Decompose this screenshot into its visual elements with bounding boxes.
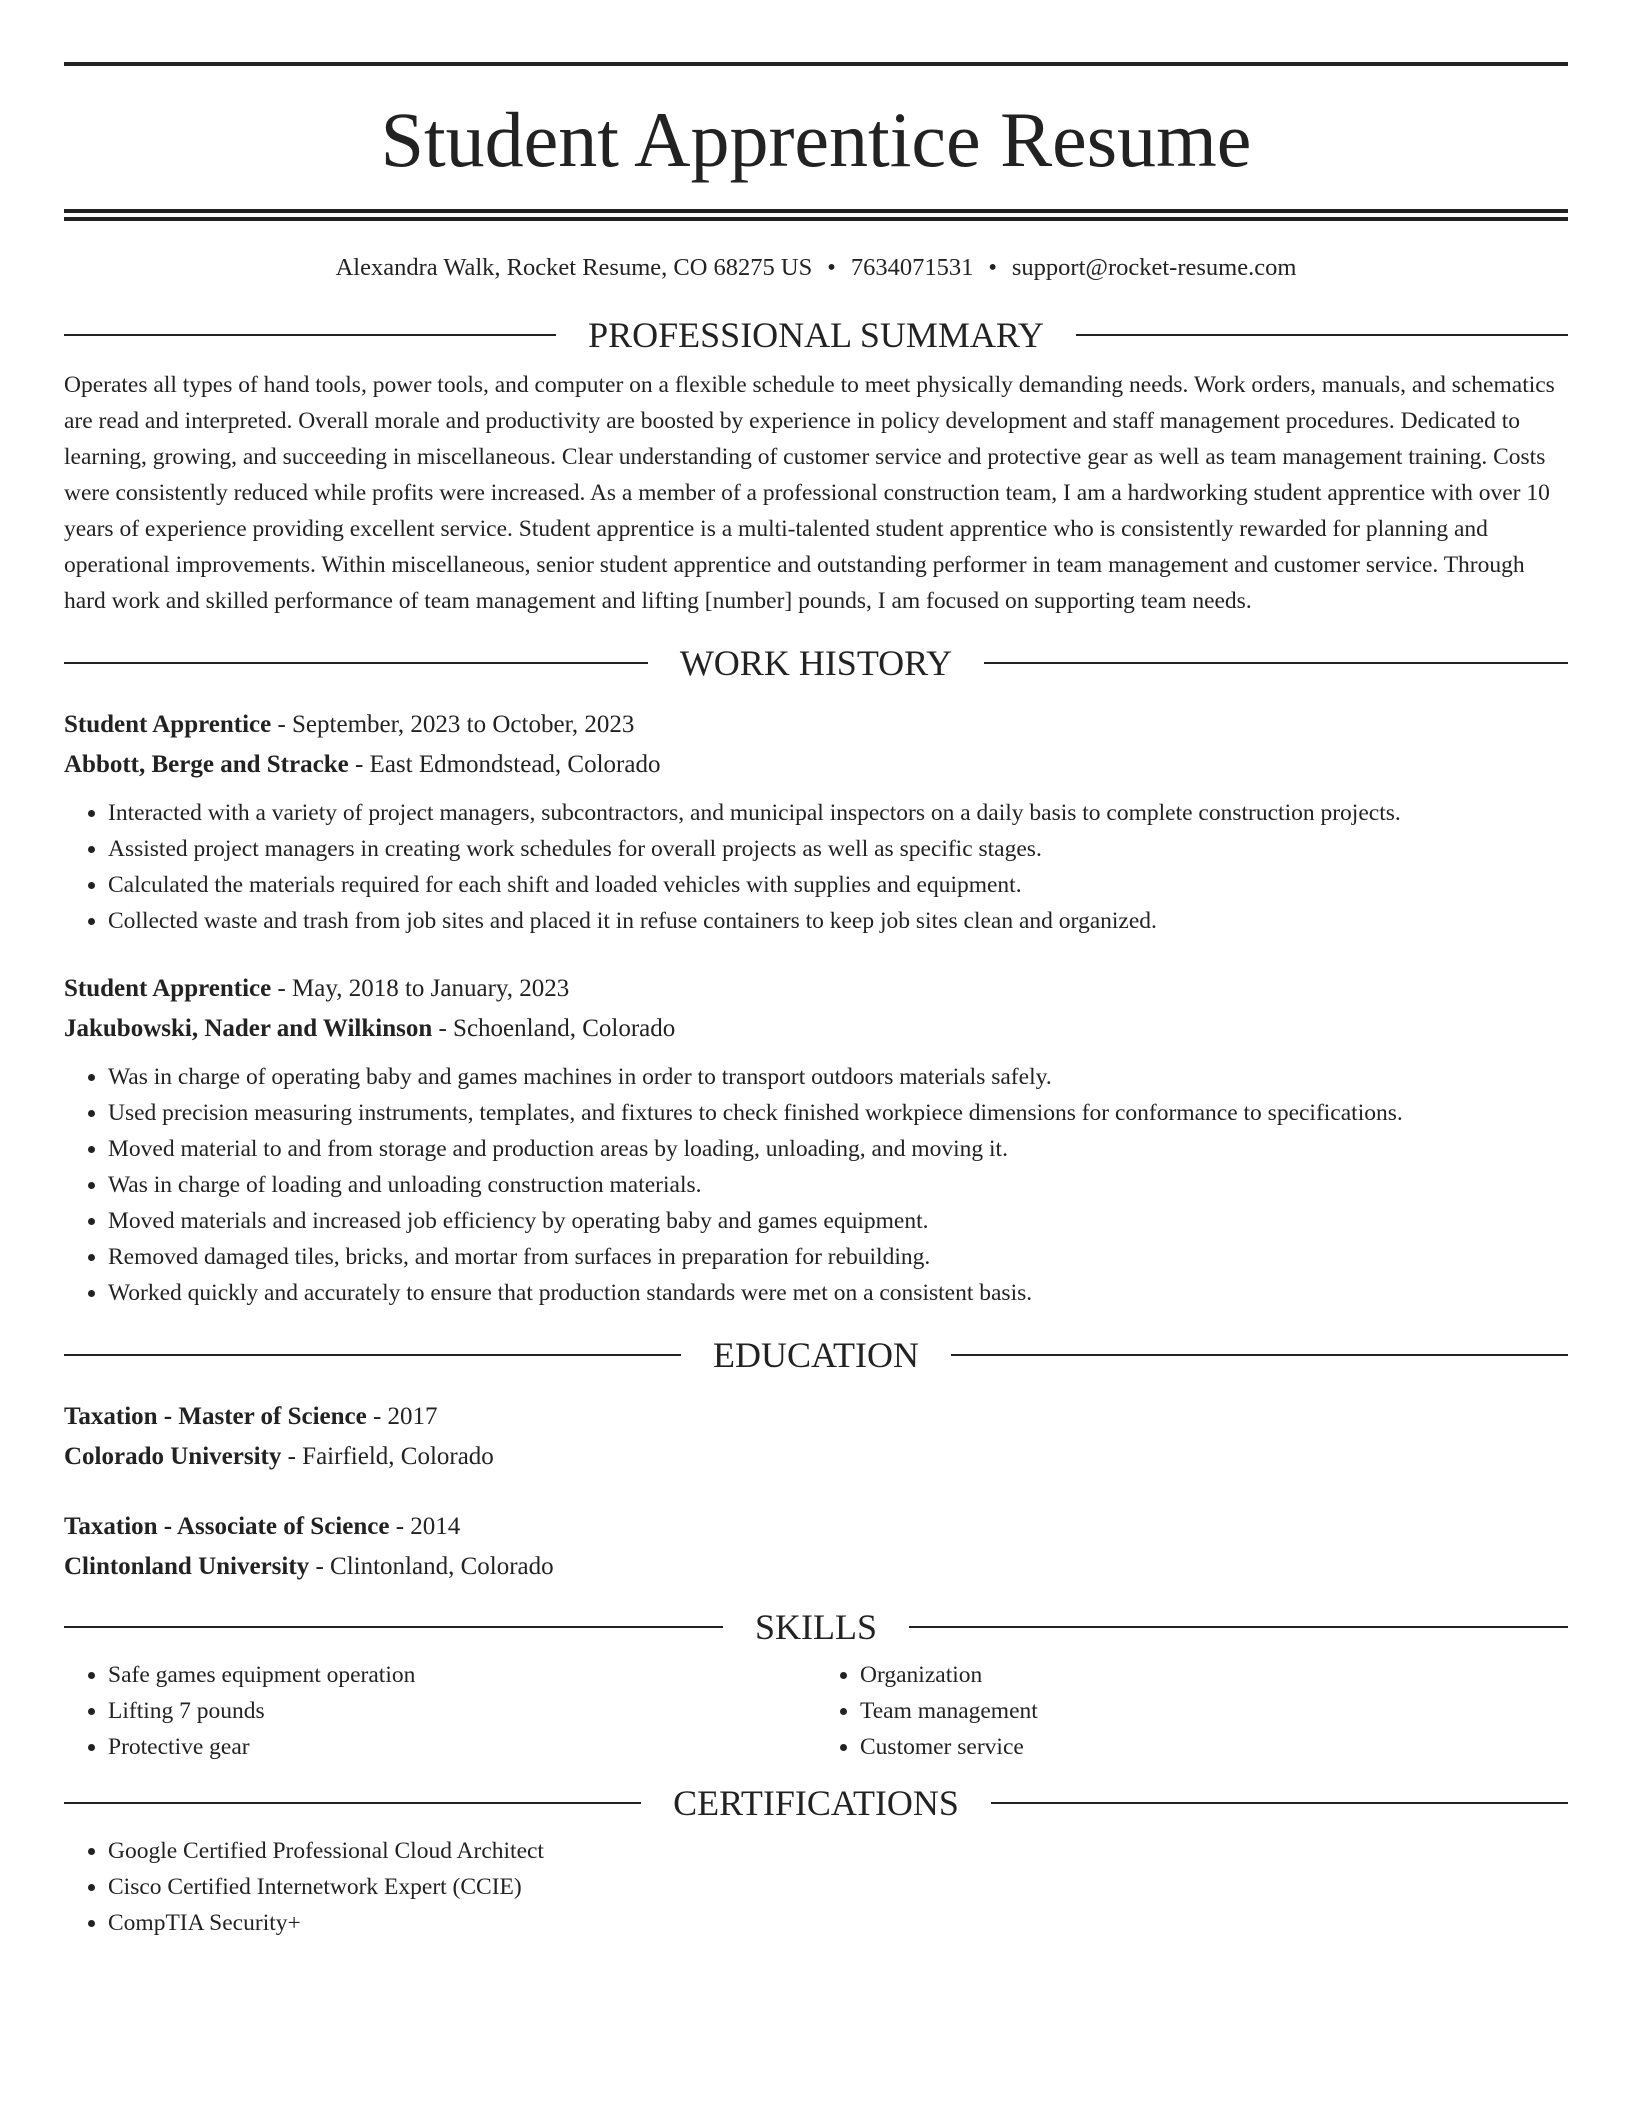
page-title: Student Apprentice Resume bbox=[380, 96, 1252, 183]
job-location: - Schoenland, Colorado bbox=[432, 1015, 676, 1043]
education-year: - 2014 bbox=[389, 1513, 461, 1541]
job-company-line bbox=[64, 1009, 1568, 1049]
heading-rule-left bbox=[64, 334, 556, 336]
job-title-line bbox=[64, 969, 1568, 1009]
education-degree: Taxation - Master of Science bbox=[64, 1403, 367, 1431]
certifications-list bbox=[64, 1833, 1568, 1941]
education-entry bbox=[64, 1507, 1568, 1587]
education-school: Clintonland University bbox=[64, 1553, 310, 1581]
skill-item: • Lifting 7 pounds bbox=[108, 1693, 816, 1729]
job-entry bbox=[64, 969, 1568, 1311]
summary-text: Operates all types of hand tools, power tools, and computer on a flexible schedule to meet physically demanding needs. Work orders, manuals, and schematics are read and interpreted. Overall morale and productivity are boosted by experience in policy development and staff management procedures. Dedicated to learning, growing, and succeeding in miscellaneous. Clear understanding of customer service and protective gear as well as team management training. Costs were consistently reduced while profits were increased. As a member of a professional construction team, I am a hardworking student apprentice with over 10 years of experience providing excellent service. Student apprentice is a multi-talented student apprentice who is consistently rewarded for planning and operational improvements. Within miscellaneous, senior student apprentice and outstanding performer in team management and customer service. Through hard work and skilled performance of team management and lifting [number] pounds, I am focused on supporting team needs. bbox=[64, 372, 1555, 615]
skill-item: • Customer service bbox=[860, 1729, 1568, 1765]
education-entry bbox=[64, 1397, 1568, 1477]
education-degree: Taxation - Associate of Science bbox=[64, 1513, 390, 1541]
skills-heading-label: SKILLS bbox=[755, 1607, 878, 1648]
job-bullet: • Moved materials and increased job efficiency by operating baby and games equipment. bbox=[108, 1203, 1568, 1239]
work-heading-label: WORK HISTORY bbox=[679, 643, 953, 684]
summary-heading bbox=[64, 315, 1568, 356]
job-bullet: • Collected waste and trash from job sites and placed it in refuse containers to keep job sites clean and organized. bbox=[108, 903, 1568, 939]
education-heading bbox=[64, 1335, 1568, 1376]
education-location: - Fairfield, Colorado bbox=[281, 1443, 494, 1471]
certification-item: • Cisco Certified Internetwork Expert (CCIE) bbox=[108, 1869, 1568, 1905]
job-bullet: • Calculated the materials required for each shift and loaded vehicles with supplies and equipment. bbox=[108, 867, 1568, 903]
skills-list-right bbox=[816, 1657, 1568, 1765]
job-bullet: • Moved material to and from storage and production areas by loading, unloading, and moving it. bbox=[108, 1131, 1568, 1167]
skill-item: • Organization bbox=[860, 1657, 1568, 1693]
title-double-rule bbox=[64, 209, 1568, 221]
heading-rule-right bbox=[909, 1626, 1568, 1628]
heading-rule-right bbox=[991, 1802, 1568, 1804]
skill-item: • Protective gear bbox=[108, 1729, 816, 1765]
contact-line bbox=[64, 251, 1568, 285]
skills-list-left bbox=[64, 1657, 816, 1765]
contact-address: Alexandra Walk, Rocket Resume, CO 68275 US bbox=[335, 254, 813, 281]
job-entry bbox=[64, 705, 1568, 939]
top-rule bbox=[64, 62, 1568, 66]
education-heading-label: EDUCATION bbox=[713, 1335, 919, 1376]
job-company: Abbott, Berge and Stracke bbox=[64, 751, 349, 779]
education-school-line bbox=[64, 1547, 1568, 1587]
job-title-line bbox=[64, 705, 1568, 745]
skill-item: • Safe games equipment operation bbox=[108, 1657, 816, 1693]
job-bullet: • Was in charge of operating baby and games machines in order to transport outdoors materials safely. bbox=[108, 1059, 1568, 1095]
heading-rule-right bbox=[951, 1354, 1568, 1356]
job-title: Student Apprentice bbox=[64, 975, 272, 1003]
heading-rule-left bbox=[64, 1626, 723, 1628]
heading-rule-left bbox=[64, 1354, 681, 1356]
contact-separator: • bbox=[827, 254, 836, 281]
contact-email: support@rocket-resume.com bbox=[1011, 254, 1297, 281]
education-school-line bbox=[64, 1437, 1568, 1477]
job-bullet: • Assisted project managers in creating work schedules for overall projects as well as specific stages. bbox=[108, 831, 1568, 867]
education-school: Colorado University bbox=[64, 1443, 282, 1471]
job-company: Jakubowski, Nader and Wilkinson bbox=[64, 1015, 433, 1043]
certifications-heading bbox=[64, 1783, 1568, 1824]
job-bullet-list bbox=[64, 795, 1568, 939]
certification-item: • Google Certified Professional Cloud Architect bbox=[108, 1833, 1568, 1869]
contact-separator: • bbox=[988, 254, 997, 281]
education-degree-line bbox=[64, 1397, 1568, 1437]
certification-item: • CompTIA Security+ bbox=[108, 1905, 1568, 1941]
job-company-line bbox=[64, 745, 1568, 785]
skills-heading bbox=[64, 1607, 1568, 1648]
skill-item: • Team management bbox=[860, 1693, 1568, 1729]
heading-rule-left bbox=[64, 662, 648, 664]
education-year: - 2017 bbox=[366, 1403, 438, 1431]
job-bullet: • Removed damaged tiles, bricks, and mortar from surfaces in preparation for rebuilding. bbox=[108, 1239, 1568, 1275]
job-title: Student Apprentice bbox=[64, 711, 272, 739]
job-bullet: • Was in charge of loading and unloading construction materials. bbox=[108, 1167, 1568, 1203]
job-bullet: • Interacted with a variety of project managers, subcontractors, and municipal inspectors on a daily basis to complete construction projects. bbox=[108, 795, 1568, 831]
summary-heading-label: PROFESSIONAL SUMMARY bbox=[588, 315, 1044, 356]
job-bullet: • Worked quickly and accurately to ensure that production standards were met on a consistent basis. bbox=[108, 1275, 1568, 1311]
resume-page bbox=[64, 0, 1568, 1941]
job-bullet: • Used precision measuring instruments, templates, and fixtures to check finished workpiece dimensions for conformance to specifications. bbox=[108, 1095, 1568, 1131]
work-heading bbox=[64, 643, 1568, 684]
certifications-heading-label: CERTIFICATIONS bbox=[673, 1783, 959, 1824]
job-bullet-list bbox=[64, 1059, 1568, 1311]
education-degree-line bbox=[64, 1507, 1568, 1547]
heading-rule-right bbox=[984, 662, 1568, 664]
heading-rule-right bbox=[1076, 334, 1568, 336]
job-dates: - May, 2018 to January, 2023 bbox=[271, 975, 570, 1003]
job-dates: - September, 2023 to October, 2023 bbox=[271, 711, 635, 739]
education-location: - Clintonland, Colorado bbox=[309, 1553, 554, 1581]
contact-phone: 7634071531 bbox=[850, 254, 974, 281]
skills-grid bbox=[64, 1645, 1568, 1765]
heading-rule-left bbox=[64, 1802, 641, 1804]
job-location: - East Edmondstead, Colorado bbox=[348, 751, 661, 779]
